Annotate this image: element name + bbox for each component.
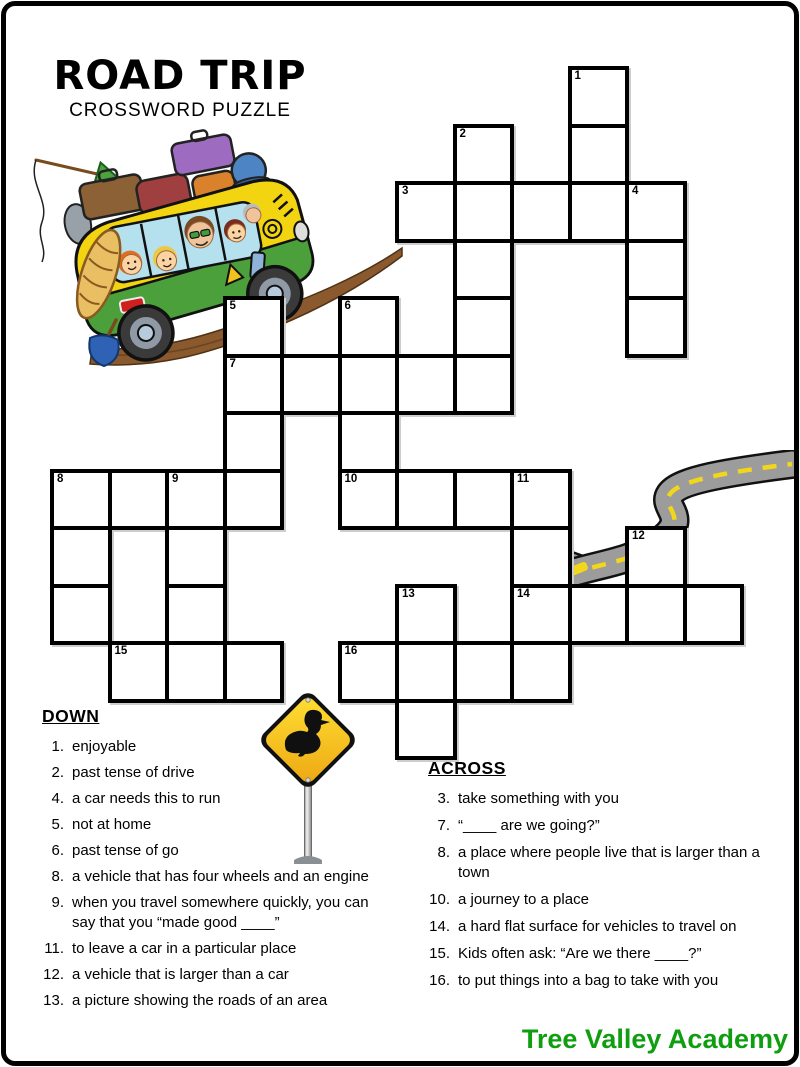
cell-number: 7 — [229, 357, 236, 370]
cell-number: 14 — [517, 587, 530, 600]
clue-item — [38, 965, 390, 985]
down-heading: DOWN — [42, 706, 100, 726]
crossword-cell[interactable] — [223, 411, 285, 473]
cell-number: 3 — [402, 185, 409, 197]
clue-number: 11. — [44, 940, 64, 957]
clue-item — [424, 890, 788, 910]
crossword-cell-14[interactable] — [510, 584, 572, 646]
clue-number: 4. — [51, 790, 64, 807]
crossword-cell-12[interactable] — [625, 526, 687, 588]
clue-text: when you travel somewhere quickly, you can say that you “made good ____” — [72, 894, 369, 931]
clue-item — [424, 843, 788, 883]
clue-text: past tense of go — [72, 842, 179, 859]
clue-item — [424, 944, 788, 964]
crossword-cell[interactable] — [625, 296, 687, 358]
down-clue-list — [38, 737, 390, 1011]
clue-number: 13. — [43, 992, 64, 1009]
crossword-cell-1[interactable] — [568, 66, 630, 128]
clue-text: “____ are we going?” — [458, 817, 600, 834]
clue-item — [38, 991, 390, 1011]
clue-number: 1. — [51, 738, 64, 755]
crossword-cell-11[interactable] — [510, 469, 572, 531]
crossword-cell[interactable] — [395, 641, 457, 703]
crossword-cell[interactable] — [568, 584, 630, 646]
clue-number: 15. — [429, 945, 450, 962]
clue-text: not at home — [72, 816, 152, 833]
crossword-cell[interactable] — [165, 584, 227, 646]
across-clue-list — [424, 789, 788, 991]
crossword-cell[interactable] — [510, 641, 572, 703]
crossword-cell[interactable] — [510, 181, 572, 243]
clue-text: to put things into a bag to take with you — [458, 972, 719, 989]
cell-number: 13 — [402, 587, 415, 600]
crossword-cell[interactable] — [338, 411, 400, 473]
crossword-cell[interactable] — [453, 296, 515, 358]
clue-item — [424, 971, 788, 991]
clue-number: 7. — [437, 817, 450, 834]
crossword-cell[interactable] — [280, 354, 342, 416]
clue-number: 12. — [43, 966, 64, 983]
clue-item — [38, 789, 390, 809]
clue-item — [424, 789, 788, 809]
cell-number: 6 — [344, 300, 351, 312]
clue-item — [38, 893, 390, 933]
clue-number: 2. — [51, 764, 64, 781]
crossword-cell[interactable] — [453, 641, 515, 703]
cell-number: 9 — [172, 472, 179, 485]
clue-number: 16. — [429, 972, 450, 989]
cell-number: 2 — [459, 127, 466, 140]
crossword-cell[interactable] — [395, 469, 457, 531]
clue-number: 6. — [51, 842, 64, 859]
crossword-cell[interactable] — [453, 181, 515, 243]
across-clues-section — [424, 758, 788, 998]
cell-number: 15 — [114, 645, 128, 657]
clue-item — [38, 841, 390, 861]
cell-number: 16 — [344, 645, 358, 657]
clue-item — [38, 737, 390, 757]
clue-text: take something with you — [458, 790, 619, 807]
clue-text: a vehicle that is larger than a car — [72, 966, 289, 983]
clue-item — [38, 763, 390, 783]
clue-text: to leave a car in a particular place — [72, 940, 297, 957]
crossword-cell[interactable] — [50, 526, 112, 588]
crossword-cell-4[interactable] — [625, 181, 687, 243]
clue-number: 5. — [51, 816, 64, 833]
clue-text: enjoyable — [72, 738, 137, 755]
cell-number: 8 — [57, 472, 64, 485]
crossword-cell[interactable] — [338, 354, 400, 416]
crossword-cell[interactable] — [108, 469, 170, 531]
crossword-cell[interactable] — [165, 526, 227, 588]
crossword-cell-3[interactable] — [395, 181, 457, 243]
clue-text: Kids often ask: “Are we there ____?” — [458, 945, 702, 962]
header — [30, 54, 330, 122]
page-title: ROAD TRIP — [53, 53, 307, 99]
crossword-cell-9[interactable] — [165, 469, 227, 531]
crossword-cell[interactable] — [453, 239, 515, 301]
cell-number: 11 — [517, 472, 530, 485]
crossword-cell[interactable] — [568, 181, 630, 243]
clue-text: a picture showing the roads of an area — [72, 992, 328, 1009]
clue-text: a journey to a place — [458, 891, 589, 908]
clue-number: 8. — [437, 844, 450, 861]
crossword-cell-13[interactable] — [395, 584, 457, 646]
cell-number: 10 — [344, 472, 358, 485]
clue-number: 14. — [429, 918, 450, 935]
crossword-cell[interactable] — [50, 584, 112, 646]
clue-item — [424, 816, 788, 836]
cell-number: 12 — [632, 530, 645, 542]
clue-text: a car needs this to run — [72, 790, 221, 807]
crossword-cell[interactable] — [453, 354, 515, 416]
clue-item — [424, 917, 788, 937]
credit-text: Tree Valley Academy — [521, 1024, 788, 1054]
cell-number: 5 — [229, 300, 236, 312]
crossword-cell-5[interactable] — [223, 296, 285, 358]
crossword-cell-8[interactable] — [50, 469, 112, 531]
clue-text: a hard flat surface for vehicles to travel on — [458, 918, 737, 935]
down-clues-section — [38, 706, 390, 1017]
crossword-cell[interactable] — [625, 584, 687, 646]
crossword-cell[interactable] — [568, 124, 630, 186]
clue-number: 10. — [429, 891, 450, 908]
clue-number: 8. — [51, 868, 64, 885]
crossword-cell[interactable] — [510, 526, 572, 588]
clue-item — [38, 939, 390, 959]
crossword-cell[interactable] — [165, 641, 227, 703]
clue-text: a place where people live that is larger than a town — [458, 844, 760, 881]
clue-item — [38, 815, 390, 835]
clue-number: 9. — [51, 894, 64, 911]
cell-number: 1 — [574, 70, 581, 82]
cell-number: 4 — [632, 185, 639, 197]
clue-text: a vehicle that has four wheels and an engine — [72, 868, 369, 885]
crossword-cell[interactable] — [395, 699, 457, 761]
crossword-cell-6[interactable] — [338, 296, 400, 358]
clue-item — [38, 867, 390, 887]
crossword-cell[interactable] — [683, 584, 745, 646]
clue-number: 3. — [437, 790, 450, 807]
across-heading: ACROSS — [428, 758, 506, 778]
page-subtitle: CROSSWORD PUZZLE — [69, 100, 291, 121]
crossword-cell-7[interactable] — [223, 354, 285, 416]
crossword-cell[interactable] — [395, 354, 457, 416]
crossword-cell-2[interactable] — [453, 124, 515, 186]
crossword-cell[interactable] — [625, 239, 687, 301]
crossword-cell[interactable] — [223, 469, 285, 531]
crossword-cell-15[interactable] — [108, 641, 170, 703]
crossword-cell-10[interactable] — [338, 469, 400, 531]
crossword-cell[interactable] — [453, 469, 515, 531]
clue-text: past tense of drive — [72, 764, 195, 781]
